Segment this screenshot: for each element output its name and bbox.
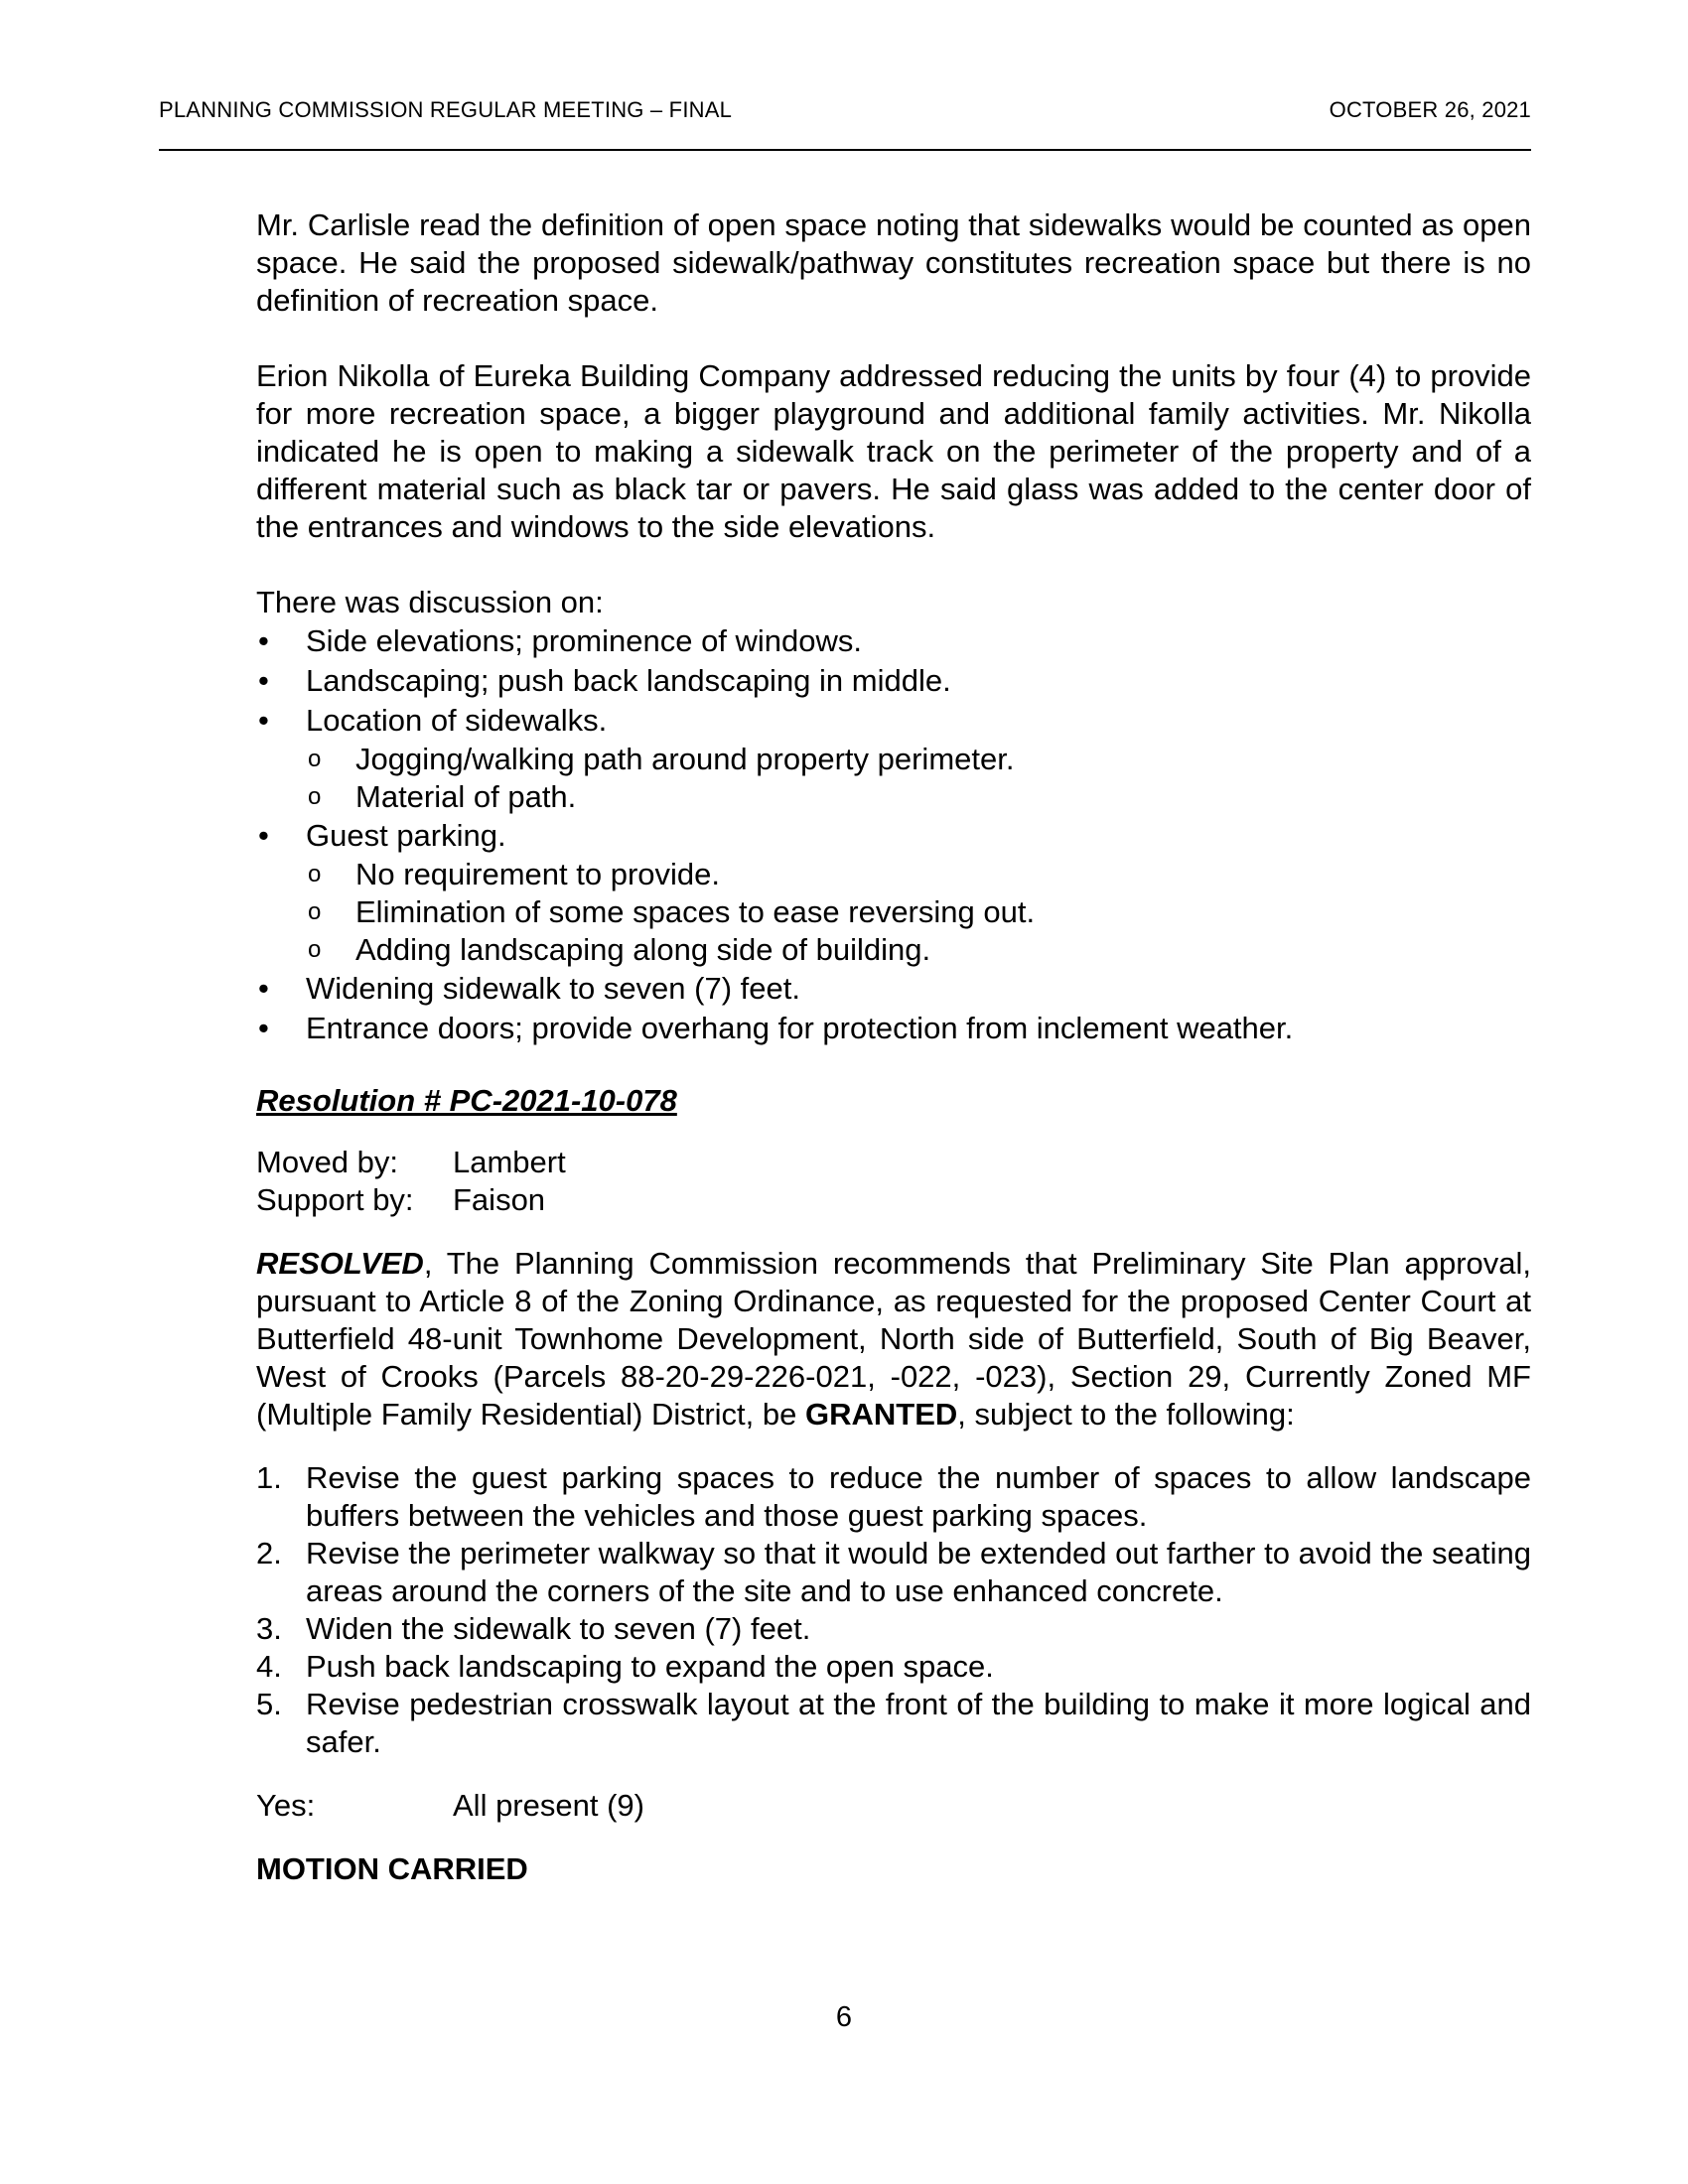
moved-by-row [256, 1144, 1531, 1181]
support-by-value: Faison [453, 1182, 546, 1217]
sub-list [306, 741, 1531, 816]
document-body [256, 206, 1531, 1888]
discussion-list [256, 621, 1531, 1048]
condition-item: 5. Revise pedestrian crosswalk layout at the front of the building to make it more logical and safer. [256, 1687, 1531, 1759]
circle-bullet-icon: o [308, 861, 322, 887]
motion-carried: MOTION CARRIED [256, 1851, 528, 1886]
bullet-icon: • [258, 971, 269, 1006]
condition-item: 1. Revise the guest parking spaces to reduce the number of spaces to allow landscape buffers between the vehicles and those guest parking spaces. [256, 1460, 1531, 1533]
circle-bullet-icon: o [308, 783, 322, 810]
circle-bullet-icon: o [308, 936, 322, 963]
bullet-icon: • [258, 1011, 269, 1045]
sub-list-item: o Adding landscaping along side of building. [308, 932, 931, 967]
conditions-list [256, 1459, 1531, 1761]
discussion-intro: There was discussion on: [256, 585, 604, 619]
vote-row [256, 1787, 1531, 1825]
list-item: • Landscaping; push back landscaping in middle. [256, 661, 1531, 701]
circle-bullet-icon: o [308, 898, 322, 925]
moved-by-value: Lambert [453, 1145, 566, 1179]
moved-by-label: Moved by: [256, 1145, 399, 1179]
list-item: • Guest parking. o No requirement to provide. o Elimination of some spaces to ease reversing out. o Adding landscaping along side of building. [256, 816, 1531, 969]
header-date: OCTOBER 26, 2021 [1329, 97, 1531, 122]
paragraph-nikolla: Erion Nikolla of Eureka Building Company addressed reducing the units by four (4) to provide for more recreation space, a bigger playground and additional family activities. Mr. Nikolla indicated he is open to making a sidewalk track on the perimeter of the property and of a different material such as black tar or pavers. He said glass was added to the center door of the entrances and windows to the side elevations. [256, 358, 1531, 544]
bullet-icon: • [258, 818, 269, 853]
paragraph-open-space: Mr. Carlisle read the definition of open space noting that sidewalks would be counted as open space. He said the proposed sidewalk/pathway constitutes recreation space but there is no definition of recreation space. [256, 207, 1531, 318]
condition-item: 3. Widen the sidewalk to seven (7) feet. [256, 1611, 811, 1646]
condition-item: 4. Push back landscaping to expand the open space. [256, 1649, 994, 1684]
support-by-label: Support by: [256, 1182, 414, 1217]
sub-list-item: o No requirement to provide. [308, 857, 721, 891]
resolution-title: Resolution # PC-2021-10-078 [256, 1083, 677, 1118]
sub-list [306, 856, 1531, 969]
sub-list-item: o Jogging/walking path around property perimeter. [308, 742, 1015, 776]
page-header [159, 97, 1531, 123]
granted-word: GRANTED [804, 1397, 958, 1432]
resolved-word: RESOLVED [256, 1246, 424, 1281]
bullet-icon: • [258, 703, 269, 738]
list-item: • Location of sidewalks. o Jogging/walking path around property perimeter. o Material of path. [256, 701, 1531, 816]
vote-label: Yes: [256, 1788, 316, 1823]
list-item: • Side elevations; prominence of windows. [256, 621, 1531, 661]
support-by-row [256, 1181, 1531, 1219]
circle-bullet-icon: o [308, 746, 322, 772]
header-title: PLANNING COMMISSION REGULAR MEETING – FINAL [159, 97, 733, 122]
page-number: 6 [835, 2001, 853, 2033]
sub-list-item: o Material of path. [308, 779, 577, 814]
header-rule [159, 149, 1531, 151]
condition-item: 2. Revise the perimeter walkway so that it would be extended out farther to avoid the seating areas around the corners of the site and to use enhanced concrete. [256, 1536, 1531, 1608]
bullet-icon: • [258, 663, 269, 698]
resolved-paragraph: RESOLVED, The Planning Commission recommends that Preliminary Site Plan approval, pursuant to Article 8 of the Zoning Ordinance, as requested for the proposed Center Court at Butterfield 48-unit Townhome Development, North side of Butterfield, South of Big Beaver, West of Crooks (Parcels 88-20-29-226-021, -022, -023), Section 29, Currently Zoned MF (Multiple Family Residential) District, be GRANTED, subject to the following: [256, 1246, 1531, 1432]
bullet-icon: • [258, 623, 269, 658]
list-item: • Entrance doors; provide overhang for protection from inclement weather. [256, 1009, 1531, 1048]
vote-value: All present (9) [453, 1788, 644, 1823]
motion-info [256, 1144, 1531, 1219]
sub-list-item: o Elimination of some spaces to ease reversing out. [308, 894, 1036, 929]
list-item: • Widening sidewalk to seven (7) feet. [256, 969, 1531, 1009]
